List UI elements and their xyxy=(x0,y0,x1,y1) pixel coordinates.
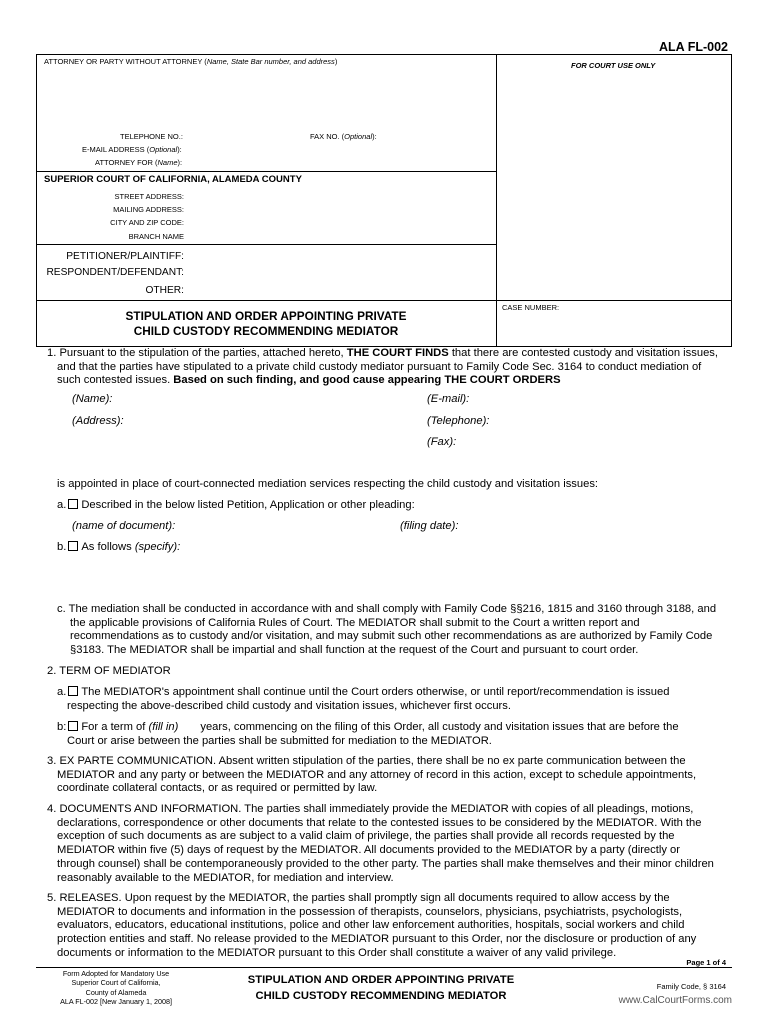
section5: 5. RELEASES. Upon request by the MEDIATOR, the parties shall promptly sign all documents required to allow access by the MEDIATOR to documents and information in the possession of therapists, counselors, physicians, psychiatrists, psychologists, evaluators, educators, educational institutions, police and other law enforcement authorities, hospitals, social workers and child protection entities and staff. No release provided to the MEDIATOR pursuant to this Order, nor the disclosure or production of any documents or information to the MEDIATOR pursuant to this Order shall constitute a waiver of any valid privilege. xyxy=(47,892,697,959)
header-divider xyxy=(496,54,497,347)
other-label: OTHER: xyxy=(145,285,184,296)
document-name-label: (name of document): xyxy=(72,520,176,532)
mediator-name-label: (Name): xyxy=(72,393,113,405)
site-watermark: www.CalCourtForms.com xyxy=(618,995,732,1006)
section4: 4. DOCUMENTS AND INFORMATION. The parties shall immediately provide the MEDIATOR with copies of all pleadings, motions, declarations, correspondence or other documents that relate to the contested issues to be considered by the MEDIATOR. With the exception of such documents as are subject to a valid claim of privilege, the parties shall provide all records requested by the MEDIATOR within five (5) days of request by the MEDIATOR. All documents provided to the MEDIATOR by a party (directly or through counsel) shall be contemporaneously provided to the other party. The parties shall make themselves and their minor children reasonably available to the MEDIATOR, for mediation and interview. xyxy=(47,803,714,884)
form-id: ALA FL-002 xyxy=(659,40,728,54)
form-title-line2: CHILD CUSTODY RECOMMENDING MEDIATOR xyxy=(133,324,399,338)
fax-label: FAX NO. (Optional): xyxy=(310,132,377,141)
family-code-ref: Family Code, § 3164 xyxy=(656,982,726,991)
section3: 3. EX PARTE COMMUNICATION. Absent written stipulation of the parties, there shall be no ex parte communication between the MEDIATOR and any party or between the MEDIATOR and any attorney of record in this action, except to schedule appointments, coordinate collateral contacts, or as required or permitted by law. xyxy=(47,755,697,795)
mediator-fax-label: (Fax): xyxy=(427,436,457,448)
header-left-border xyxy=(36,54,37,347)
mediator-email-label: (E-mail): xyxy=(427,393,470,405)
header-top-border xyxy=(36,54,732,55)
attorney-for-label: ATTORNEY FOR (Name): xyxy=(95,158,183,167)
header-line-parties xyxy=(36,244,496,245)
item-1a-checkbox[interactable] xyxy=(68,499,78,509)
mediator-telephone-label: (Telephone): xyxy=(427,415,490,427)
item-1b-checkbox[interactable] xyxy=(68,541,78,551)
filing-date-label: (filing date): xyxy=(400,520,459,532)
footer-rule xyxy=(36,967,732,968)
item-1b: b. As follows (specify): xyxy=(57,541,181,553)
branch-name-label: BRANCH NAME xyxy=(128,232,184,241)
header-line-court xyxy=(36,171,496,172)
item-2b: b: For a term of (fill in) years, commencing on the filing of this Order, all custody and visitation issues that are before the Court or arise between the parties shall be submitted for mediation to the MEDIATOR. xyxy=(57,721,679,747)
footer-title: STIPULATION AND ORDER APPOINTING PRIVATE CHILD CUSTODY RECOMMENDING MEDIATOR xyxy=(247,974,515,1002)
case-number-label: CASE NUMBER: xyxy=(502,303,560,312)
court-use-label: FOR COURT USE ONLY xyxy=(571,61,656,70)
respondent-label: RESPONDENT/DEFENDANT: xyxy=(46,267,184,278)
mailing-address-label: MAILING ADDRESS: xyxy=(113,205,184,214)
item-2a-checkbox[interactable] xyxy=(68,686,78,696)
mediator-address-label: (Address): xyxy=(72,415,124,427)
item-1a: a. Described in the below listed Petition, Application or other pleading: xyxy=(57,499,415,511)
court-name: SUPERIOR COURT OF CALIFORNIA, ALAMEDA COUNTY xyxy=(44,174,302,185)
section1-intro: 1. Pursuant to the stipulation of the parties, attached hereto, THE COURT FINDS that there are contested custody and visitation issues, and that the parties have stipulated to a private child custody mediator pursuant to Family Code Sec. 3164 to conduct mediation of such contested issues. Based on such finding, and good cause appearing THE COURT ORDERS xyxy=(47,347,718,387)
item-2b-checkbox[interactable] xyxy=(68,721,78,731)
form-adopted-block: Form Adopted for Mandatory Use Superior Court of California, County of Alameda ALA FL-002 [New January 1, 2008] xyxy=(60,969,172,1007)
attorney-label: ATTORNEY OR PARTY WITHOUT ATTORNEY (Name, State Bar number, and address) xyxy=(44,57,338,66)
city-zip-label: CITY AND ZIP CODE: xyxy=(110,218,184,227)
form-title xyxy=(36,309,496,339)
item-1c: c. The mediation shall be conducted in accordance with and shall comply with Family Code §§216, 1815 and 3160 through 3188, and the applicable provisions of California Rules of Court. The MEDIATOR shall submit to the Court a written report and recommendations as to custody and/or visitation, and may submit such other recommendations as are authorized by Family Code §3183. The MEDIATOR shall be impartial and shall function at the request of the Court and pursuant to court order. xyxy=(57,603,717,657)
form-title-line1: STIPULATION AND ORDER APPOINTING PRIVATE xyxy=(125,309,407,323)
page-number: Page 1 of 4 xyxy=(686,958,726,967)
item-2a: a. The MEDIATOR's appointment shall continue until the Court orders otherwise, or until report/recommendation is issued respecting the above-described child custody and visitation issues, whichever first occurs. xyxy=(57,686,670,712)
section2-heading: 2. TERM OF MEDIATOR xyxy=(47,665,171,677)
appointed-text: is appointed in place of court-connected mediation services respecting the child custody and visitation issues: xyxy=(57,478,599,490)
petitioner-label: PETITIONER/PLAINTIFF: xyxy=(66,251,184,262)
telephone-label: TELEPHONE NO.: xyxy=(120,132,183,141)
header-right-border xyxy=(731,54,732,347)
street-address-label: STREET ADDRESS: xyxy=(114,192,184,201)
header-line-title xyxy=(36,300,732,301)
email-label: E-MAIL ADDRESS (Optional): xyxy=(82,145,182,154)
